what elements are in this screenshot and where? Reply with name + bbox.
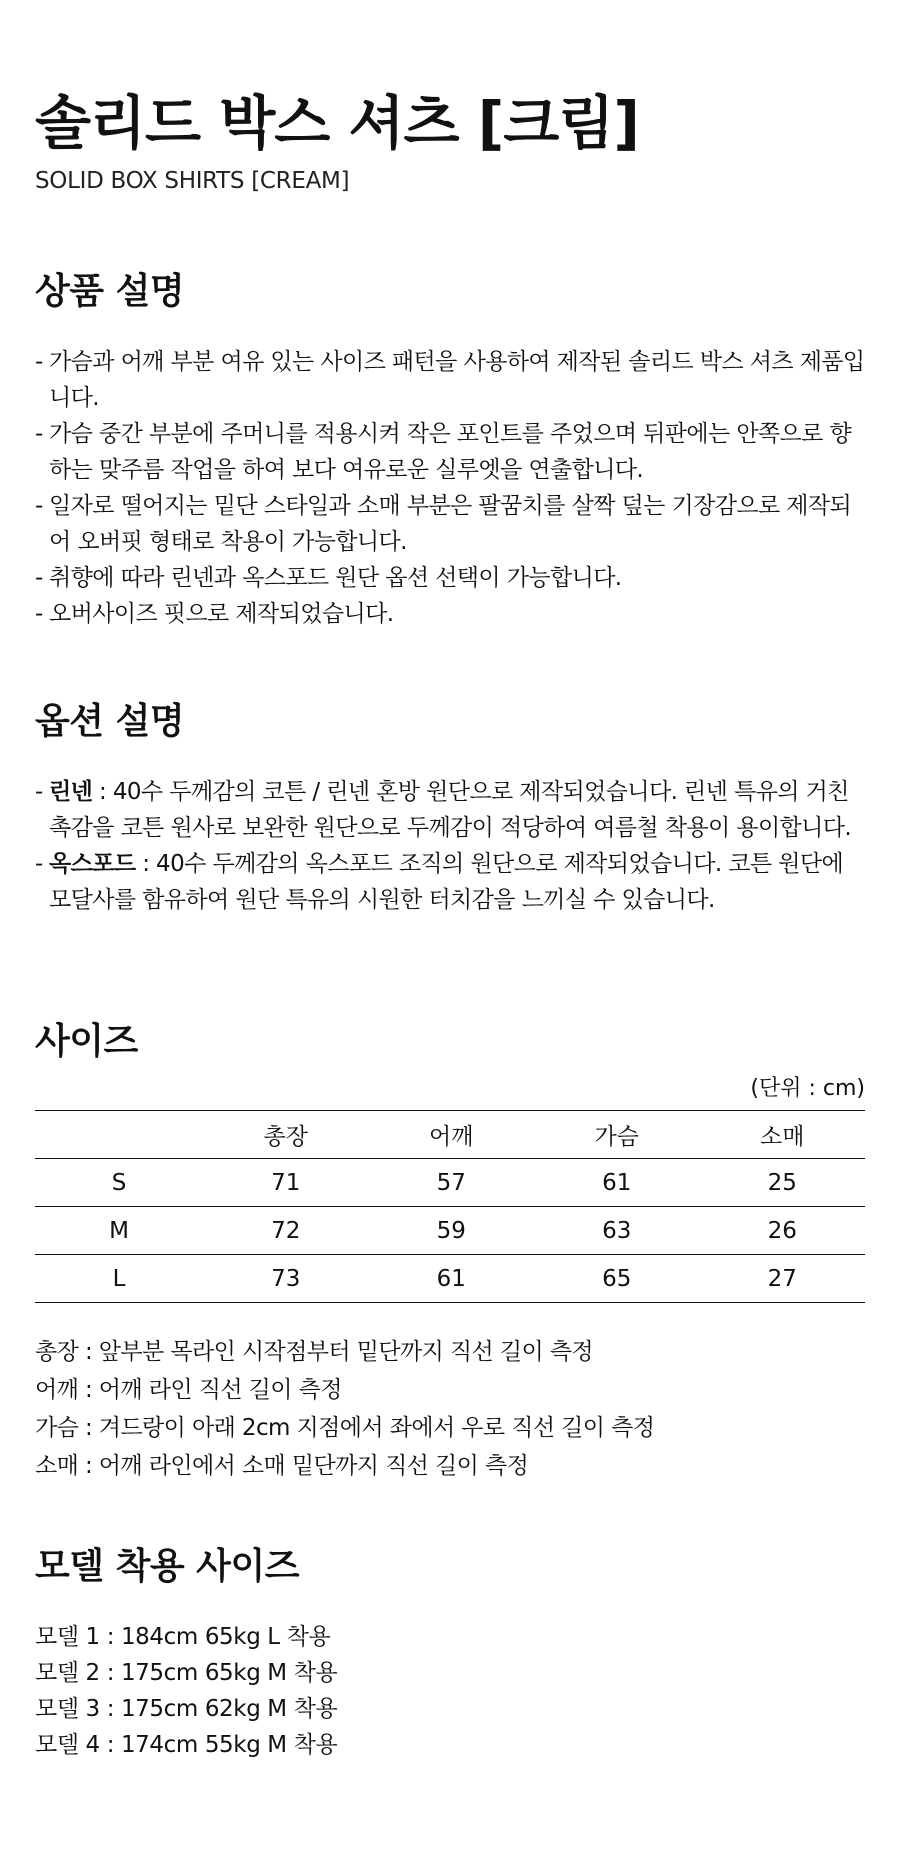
unit-label: (단위 : cm) [750,1076,865,1101]
column-header: 총장 [203,1111,369,1159]
option-name: 린넨 [49,779,93,805]
column-header: 가슴 [534,1111,700,1159]
description-list [35,344,865,632]
product-title: 솔리드 박스 셔츠 [크림] [35,89,639,157]
list-item: - 가슴 중간 부분에 주머니를 적용시켜 작은 포인트를 주었으며 뒤판에는 안쪽으로 향하는 맞주름 작업을 하여 보다 여유로운 실루엣을 연출합니다. [35,421,852,483]
description-text: 오버사이즈 핏으로 제작되었습니다. [49,601,394,627]
model-heading: 모델 착용 사이즈 [35,1546,299,1587]
list-item: - 일자로 떨어지는 밑단 스타일과 소매 부분은 팔꿈치를 살짝 덮는 기장감으로 제작되어 오버핏 형태로 착용이 가능합니다. [35,493,852,555]
model-list [35,1619,865,1763]
product-subtitle: SOLID BOX SHIRTS [CREAM] [35,168,350,194]
description-text: 가슴 중간 부분에 주머니를 적용시켜 작은 포인트를 주었으며 뒤판에는 안쪽으로 향하는 맞주름 작업을 하여 보다 여유로운 실루엣을 연출합니다. [49,421,852,483]
option-text: : 40수 두께감의 옥스포드 조직의 원단으로 제작되었습니다. 코튼 원단에 모달사를 함유하여 원단 특유의 시원한 터치감을 느끼실 수 있습니다. [49,851,844,913]
option-text: : 40수 두께감의 코튼 / 린넨 혼방 원단으로 제작되었습니다. 린넨 특유의 거친 촉감을 코튼 원사로 보완한 원단으로 두께감이 적당하여 여름철 착용이 용이합니다. [49,779,852,841]
description-text: 일자로 떨어지는 밑단 스타일과 소매 부분은 팔꿈치를 살짝 덮는 기장감으로 제작되어 오버핏 형태로 착용이 가능합니다. [49,493,852,555]
description-heading: 상품 설명 [35,271,185,312]
size-section [35,1020,865,1485]
table-cell: 25 [700,1159,866,1207]
note-item: 총장 : 앞부분 목라인 시작점부터 밑단까지 직선 길이 측정 [35,1339,594,1365]
table-cell: 26 [700,1207,866,1255]
column-header [35,1111,203,1159]
table-cell: M [35,1207,203,1255]
options-section [35,700,865,918]
model-section [35,1545,865,1763]
measurement-notes [35,1333,865,1485]
table-cell: L [35,1255,203,1303]
table-row [35,1255,865,1303]
list-item: - 취향에 따라 린넨과 옥스포드 원단 옵션 선택이 가능합니다. [35,565,622,591]
size-table [35,1110,865,1303]
options-list [35,774,865,918]
table-cell: 61 [369,1255,535,1303]
description-section [35,270,865,632]
table-cell: 72 [203,1207,369,1255]
table-cell: 61 [534,1159,700,1207]
description-text: 취향에 따라 린넨과 옥스포드 원단 옵션 선택이 가능합니다. [49,565,622,591]
table-cell: 71 [203,1159,369,1207]
model-item: 모델 4 : 174cm 55kg M 착용 [35,1732,338,1758]
option-name: 옥스포드 [49,851,136,877]
model-item: 모델 2 : 175cm 65kg M 착용 [35,1660,338,1686]
note-item: 어깨 : 어깨 라인 직선 길이 측정 [35,1377,342,1403]
table-cell: 73 [203,1255,369,1303]
table-cell: 63 [534,1207,700,1255]
list-item: - 린넨 : 40수 두께감의 코튼 / 린넨 혼방 원단으로 제작되었습니다. 린넨 특유의 거친 촉감을 코튼 원사로 보완한 원단으로 두께감이 적당하여 여름철 착용이 용이합니다. [35,779,852,841]
note-item: 소매 : 어깨 라인에서 소매 밑단까지 직선 길이 측정 [35,1453,529,1479]
table-header-row [35,1111,865,1159]
list-item: - 오버사이즈 핏으로 제작되었습니다. [35,601,394,627]
table-cell: 57 [369,1159,535,1207]
list-item: - 옥스포드 : 40수 두께감의 옥스포드 조직의 원단으로 제작되었습니다. 코튼 원단에 모달사를 함유하여 원단 특유의 시원한 터치감을 느끼실 수 있습니다. [35,851,844,913]
table-cell: 59 [369,1207,535,1255]
model-item: 모델 3 : 175cm 62kg M 착용 [35,1696,338,1722]
column-header: 어깨 [369,1111,535,1159]
options-heading: 옵션 설명 [35,701,185,742]
table-cell: 27 [700,1255,866,1303]
table-cell: S [35,1159,203,1207]
model-item: 모델 1 : 184cm 65kg L 착용 [35,1624,331,1650]
note-item: 가슴 : 겨드랑이 아래 2cm 지점에서 좌에서 우로 직선 길이 측정 [35,1415,655,1441]
description-text: 가슴과 어깨 부분 여유 있는 사이즈 패턴을 사용하여 제작된 솔리드 박스 셔츠 제품입니다. [49,349,865,411]
column-header: 소매 [700,1111,866,1159]
list-item: - 가슴과 어깨 부분 여유 있는 사이즈 패턴을 사용하여 제작된 솔리드 박스 셔츠 제품입니다. [35,349,865,411]
table-row [35,1159,865,1207]
table-cell: 65 [534,1255,700,1303]
size-heading: 사이즈 [35,1021,138,1062]
table-row [35,1207,865,1255]
